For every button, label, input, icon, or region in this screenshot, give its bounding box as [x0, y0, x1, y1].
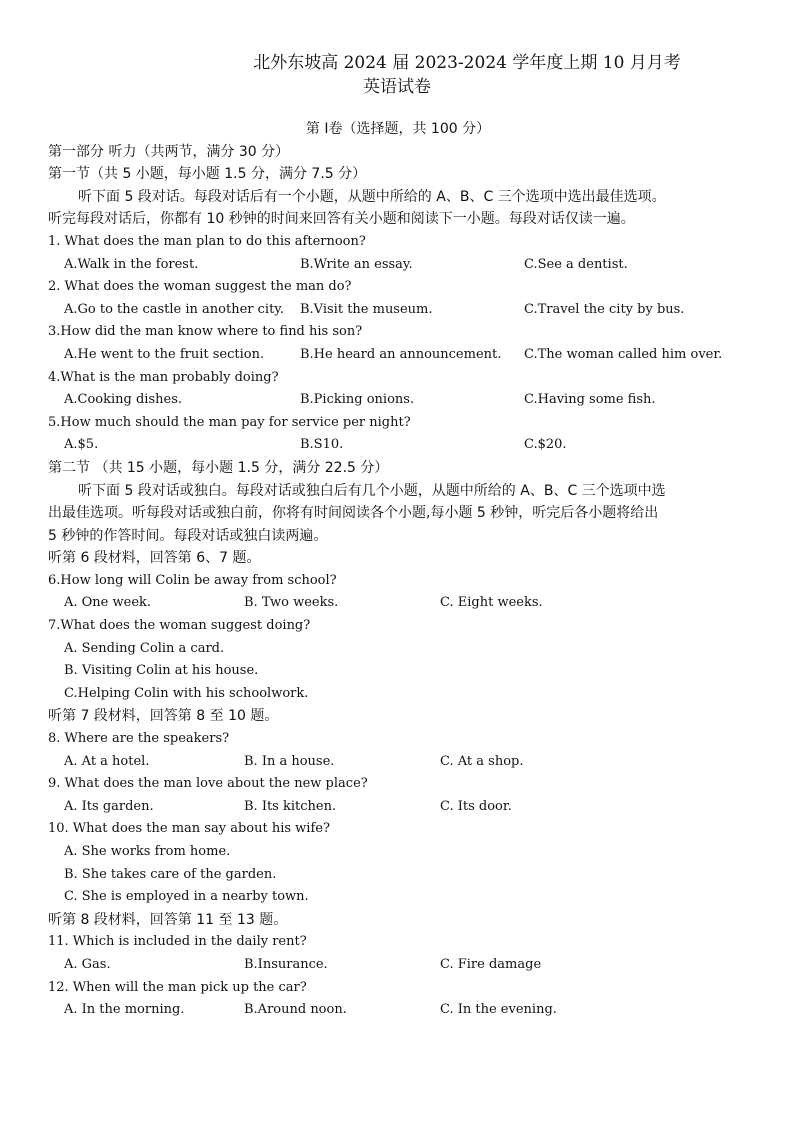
section2-instructions: 听下面 5 段对话或独白。每段对话或独白后有几个小题，从题中所给的 A、B、C 三个选项中选 — [78, 482, 666, 499]
option-b: B. Visiting Colin at his house. — [64, 663, 259, 679]
material-7-heading: 听第 7 段材料，回答第 8 至 10 题。 — [48, 708, 279, 725]
question-5: 5.How much should the man pay for service per night? — [48, 414, 411, 430]
section1-instructions: 听下面 5 段对话。每段对话后有一个小题，从题中所给的 A、B、C 三个选项中选出最佳选项。 — [78, 188, 666, 205]
option-a: A.He went to the fruit section. — [64, 346, 265, 362]
option-c: C.Having some fish. — [524, 392, 656, 408]
question-5-options — [48, 434, 748, 457]
option-a: A. Its garden. — [64, 798, 154, 814]
option-b: B.Visit the museum. — [300, 301, 433, 317]
option-a: A. Sending Colin a card. — [64, 640, 225, 656]
question-12-options — [48, 999, 748, 1022]
option-b: B. Its kitchen. — [244, 798, 337, 814]
option-b: B. In a house. — [244, 753, 335, 769]
question-7: 7.What does the woman suggest doing? — [48, 618, 311, 634]
question-1-options — [48, 254, 748, 277]
question-9-options — [48, 796, 748, 819]
option-a: A. She works from home. — [64, 844, 231, 859]
option-c: C.Travel the city by bus. — [524, 301, 685, 317]
question-6: 6.How long will Colin be away from school? — [48, 572, 337, 588]
option-c: C. Fire damage — [440, 956, 542, 972]
question-8-options — [48, 751, 748, 774]
option-a: A. Gas. — [64, 956, 111, 972]
option-c: C. She is employed in a nearby town. — [64, 889, 309, 905]
question-1: 1. What does the man plan to do this afternoon? — [48, 233, 366, 249]
option-c: C. In the evening. — [440, 1002, 557, 1018]
option-b: B.Insurance. — [244, 956, 328, 972]
option-b: B.Around noon. — [244, 1002, 347, 1018]
material-6-heading: 听第 6 段材料，回答第 6、7 题。 — [48, 550, 261, 567]
option-a: A.$5. — [64, 437, 99, 453]
option-b: B.S10. — [300, 437, 344, 453]
option-c: C. At a shop. — [440, 753, 524, 769]
question-9: 9. What does the man love about the new place? — [48, 776, 368, 792]
exam-subtitle: 英语试卷 — [363, 77, 431, 97]
question-4-options — [48, 389, 748, 412]
option-a: A.Go to the castle in another city. — [64, 301, 285, 317]
section1-heading: 第一节（共 5 小题，每小题 1.5 分，满分 7.5 分） — [48, 166, 367, 183]
part1-heading: 第一部分 听力（共两节，满分 30 分） — [48, 143, 290, 160]
option-c: C. Its door. — [440, 798, 512, 814]
question-6-options — [48, 592, 748, 615]
option-b: B.Picking onions. — [300, 392, 415, 408]
exam-title: 北外东坡高 2024 届 2023-2024 学年度上期 10 月月考 — [253, 53, 681, 73]
question-4: 4.What is the man probably doing? — [48, 369, 279, 385]
option-b: B.Write an essay. — [300, 256, 413, 272]
section2-heading: 第二节 （共 15 小题，每小题 1.5 分，满分 22.5 分） — [48, 459, 389, 476]
question-2-options — [48, 299, 748, 322]
option-a: A.Cooking dishes. — [64, 392, 183, 408]
option-c: C.See a dentist. — [524, 256, 628, 272]
question-2: 2. What does the woman suggest the man do? — [48, 279, 352, 295]
section2-instructions-end: 5 秒钟的作答时间。每段对话或独白读两遍。 — [48, 527, 328, 544]
exam-content — [48, 118, 748, 1022]
material-8-heading: 听第 8 段材料，回答第 11 至 13 题。 — [48, 911, 288, 928]
question-3: 3.How did the man know where to find his son? — [48, 324, 363, 340]
option-a: A. At a hotel. — [64, 753, 150, 769]
section2-instructions-cont: 出最佳选项。听每段对话或独白前，你将有时间阅读各个小题,每小题 5 秒钟，听完后各小题将给出 — [48, 505, 659, 522]
question-11-options — [48, 954, 748, 977]
option-b: B.He heard an announcement. — [300, 346, 502, 362]
question-11: 11. Which is included in the daily rent? — [48, 934, 307, 950]
question-8: 8. Where are the speakers? — [48, 731, 230, 747]
question-10: 10. What does the man say about his wife? — [48, 821, 330, 837]
option-a: A.Walk in the forest. — [64, 256, 199, 272]
option-c: C. Eight weeks. — [440, 595, 543, 611]
option-b: B. Two weeks. — [244, 595, 339, 611]
question-3-options — [48, 344, 748, 367]
volume-heading: 第 I卷（选择题，共 100 分） — [305, 121, 491, 137]
option-c: C.The woman called him over. — [524, 346, 723, 362]
option-c: C.Helping Colin with his schoolwork. — [64, 685, 309, 701]
option-a: A. One week. — [64, 595, 152, 611]
question-12: 12. When will the man pick up the car? — [48, 979, 307, 995]
option-c: C.$20. — [524, 437, 567, 453]
section1-instructions-cont: 听完每段对话后，你都有 10 秒钟的时间来回答有关小题和阅读下一小题。每段对话仅读一遍。 — [48, 211, 635, 228]
option-b: B. She takes care of the garden. — [64, 866, 277, 882]
option-a: A. In the morning. — [64, 1002, 185, 1018]
